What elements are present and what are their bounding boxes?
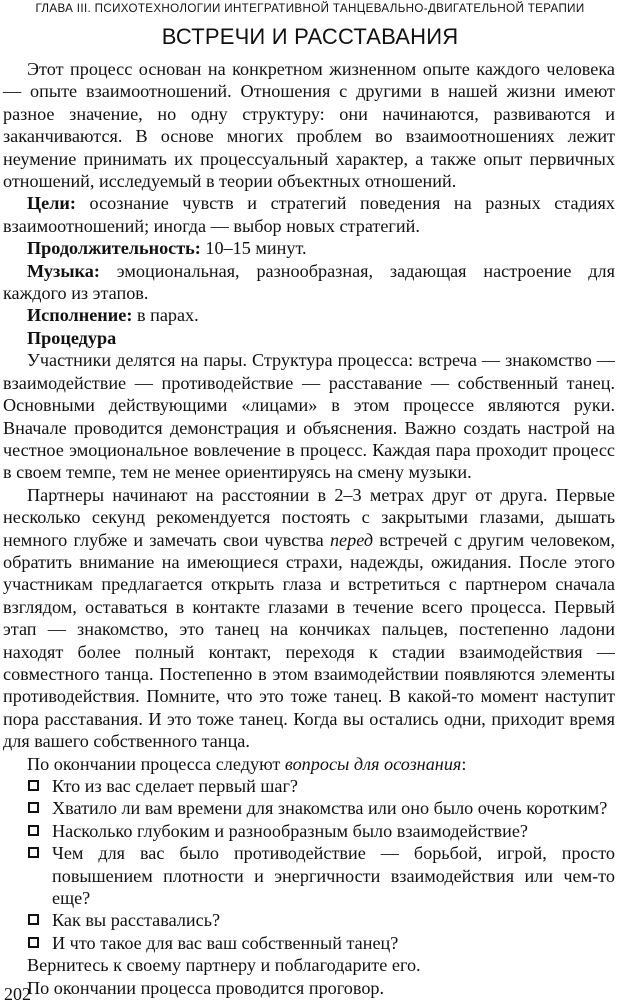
checkbox-bullet-icon — [28, 780, 39, 791]
music-text: эмоциональная, разнообразная, задающая настроение для каждого из этапов. — [3, 260, 615, 304]
closing-paragraph-2: По окончании процесса проводится проговор. — [27, 977, 385, 998]
procedure-heading-text: Процедура — [27, 327, 117, 348]
question-text: Как вы расставались? — [52, 910, 221, 931]
page-number: 202 — [4, 984, 31, 1004]
duration-paragraph — [3, 237, 615, 259]
procedure-paragraph-1: Участники делятся на пары. Структура процесса: встреча — знакомство — взаимодействие — противодействие — расставание — собственный танец. Основными действующими «лицами» в этом процессе являются руки. Вначале проводится демонстрация и объяснения. Важно создать настрой на честное эмоциональное вовлечение в процесс. Каждая пара проходит процесс в своем темпе, тем не менее ориентируясь на смену музыки. — [3, 350, 615, 483]
performance-text: в парах. — [132, 305, 199, 326]
questions-list — [3, 775, 615, 954]
duration-label: Продолжительность: — [27, 238, 201, 259]
para2-italic: перед — [329, 529, 374, 550]
para2-after: встречей с другим человеком, обратить внимание на имеющиеся страхи, надежды, ожидания. После этого участникам предлагается открыть глаза и встретиться с партнером сначала взглядом, оставаться в контакте глазами в течение всего процесса. Первый этап — знакомство, это танец на кончиках пальцев, постепенно ладони находят более полный контакт, переходя к стадии взаимодействия — совместного танца. Постепенно в этом взаимодействии появляются элементы противодействия. Помните, что это тоже танец. В какой-то момент наступит пора расставания. И это тоже танец. Когда вы остались одни, приходит время для вашего собственного танца. — [3, 529, 616, 752]
duration-text: 10–15 минут. — [200, 238, 307, 259]
question-text: Чем для вас было противодействие — борьбой, игрой, просто повышением плотности и энергичности взаимодействия или чем-то еще? — [52, 843, 615, 909]
performance-label: Исполнение: — [27, 305, 133, 326]
goals-label: Цели: — [27, 193, 76, 214]
list-item — [3, 775, 615, 797]
procedure-paragraph-2 — [3, 484, 615, 753]
list-item — [3, 797, 615, 819]
checkbox-bullet-icon — [28, 847, 39, 858]
checkbox-bullet-icon — [28, 825, 39, 836]
question-text: Насколько глубоким и разнообразным было взаимодействие? — [52, 820, 528, 841]
checkbox-bullet-icon — [28, 937, 39, 948]
closing-paragraph-1: Вернитесь к своему партнеру и поблагодарите его. — [27, 955, 421, 976]
question-text: Хватило ли вам времени для знакомства или оно было очень коротким? — [52, 798, 608, 819]
list-item — [3, 820, 615, 842]
questions-intro — [3, 753, 615, 775]
questions-intro-italic: вопросы для осознания — [284, 753, 462, 774]
questions-intro-before: По окончании процесса следуют — [27, 753, 285, 774]
question-text: Кто из вас сделает первый шаг? — [52, 776, 299, 796]
music-label: Музыка: — [27, 260, 100, 281]
goals-text: осознание чувств и стратегий поведения на разных стадиях взаимоотношений; иногда — выбор новых стратегий. — [3, 193, 615, 236]
list-item — [3, 932, 615, 954]
intro-paragraph: Этот процесс основан на конкретном жизненном опыте каждого человека — опыте взаимоотношений. Отношения с другими в нашей жизни имеют разное значение, но одну структуру: они начинаются, развиваются и заканчиваются. В основе многих проблем во взаимоотношениях лежит неумение принимать их процессуальный характер, а также опыт первичных отношений, исследуемый в теории объектных отношений. — [3, 59, 615, 192]
para2-before: Партнеры начинают на расстоянии в 2–3 метрах друг от друга. Первые несколько секунд рекомендуется постоять с закрытыми глазами, дышать немного глубже и замечать свои чувства — [3, 484, 615, 550]
running-head: ГЛАВА III. ПСИХОТЕХНОЛОГИИ ИНТЕГРАТИВНОЙ ТАНЦЕВАЛЬНО-ДВИГАТЕЛЬНОЙ ТЕРАПИИ — [35, 2, 585, 15]
music-paragraph — [3, 260, 615, 305]
procedure-heading — [3, 327, 615, 349]
list-item — [3, 909, 615, 931]
performance-paragraph — [3, 304, 615, 326]
checkbox-bullet-icon — [28, 802, 39, 813]
checkbox-bullet-icon — [28, 914, 39, 925]
questions-intro-after: : — [461, 753, 467, 774]
list-item — [3, 842, 615, 909]
question-text: И что такое для вас ваш собственный танец? — [52, 932, 399, 953]
goals-paragraph — [3, 192, 615, 237]
section-title: ВСТРЕЧИ И РАССТАВАНИЯ — [161, 24, 459, 49]
body-text — [3, 58, 615, 999]
